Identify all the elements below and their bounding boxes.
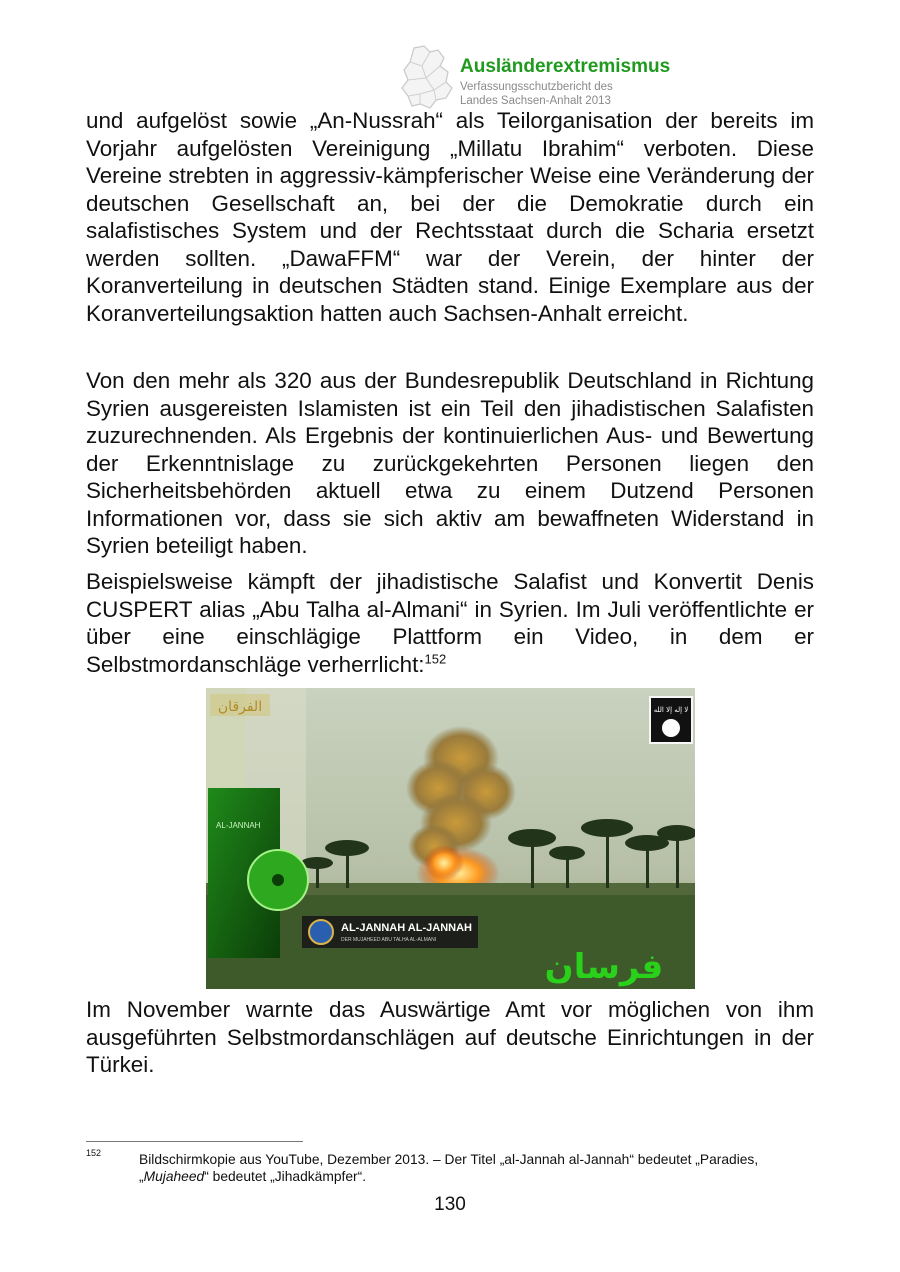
video-screenshot-image xyxy=(206,688,695,989)
paragraph-4: Im November warnte das Auswärtige Amt vor möglichen von ihm ausgeführten Selbstmordanschlägen auf deutsche Einrichtungen in der Türkei. xyxy=(86,997,814,1077)
page-header xyxy=(400,44,760,114)
footnote-number: 152 xyxy=(86,1148,102,1158)
paragraph-1: und aufgelöst sowie „An-Nussrah“ als Teilorganisation der bereits im Vorjahr aufgelösten Vereinigung „Millatu Ibrahim“ verboten. Diese Vereine strebten in aggressiv-kämpferischer Weise eine Veränderung der deutschen Gesellschaft an, bei der die Demokratie durch ein salafistisches System und der Rechtsstaat durch die Scharia ersetzt werden sollten. „DawaFFM“ war der Verein, der hinter der Koranverteilung in deutschen Städten stand. Einige Exemplare aus der Koranverteilungsaktion hatten auch Sachsen-Anhalt erreicht. xyxy=(86,108,814,326)
flag-text: لا إله إلا الله xyxy=(653,706,689,714)
header-title: Ausländerextremismus xyxy=(460,56,671,77)
paragraph-2: Von den mehr als 320 aus der Bundesrepublik Deutschland in Richtung Syrien ausgereisten Islamisten ist ein Teil den jihadistischen Salafisten zuzurechnenden. Als Ergebnis der kontinuierlichen Aus- und Bewertung der Erkenntnislage zu zurückgekehrten Personen liegen den Sicherheitsbehörden aktuell etwa zu einem Dutzend Personen Informationen vor, dass sie sich aktiv am bewaffneten Widerstand in Syrien beteiligt haben. xyxy=(86,368,814,558)
footnote-italic-term: Mujaheed xyxy=(143,1169,205,1184)
green-calligraphy: فرسان xyxy=(544,947,664,987)
paragraph-3 xyxy=(86,568,814,678)
header-subtitle-line2: Landes Sachsen-Anhalt 2013 xyxy=(460,95,611,107)
page-number: 130 xyxy=(434,1194,466,1215)
saxony-anhalt-map-icon xyxy=(400,44,454,110)
top-calligraphy: الفرقان xyxy=(217,699,263,715)
banner-emblem xyxy=(309,920,333,944)
paragraph-3-text: Beispielsweise kämpft der jihadistische Salafist und Konvertit Denis CUSPERT alias „Abu Talha al-Almani“ in Syrien. Im Juli veröffentlichte er über eine einschlägige Plattform ein Video, in dem er Selbstmordanschläge verherrlicht: xyxy=(86,569,814,677)
header-subtitle xyxy=(460,80,613,108)
footnote-text xyxy=(139,1151,779,1185)
footnote-separator xyxy=(86,1141,303,1142)
footnote-reference: 152 xyxy=(424,651,447,667)
video-screenshot-figure xyxy=(206,688,695,989)
banner-subtitle: DER MUJAHEED ABU TALHA AL-ALMANI xyxy=(341,937,437,943)
footnote-text-part2: “ bedeutet „Jihadkämpfer“. xyxy=(204,1169,367,1184)
footnote-text-part1: Bildschirmkopie aus YouTube, Dezember 2013. – Der Titel „al-Jannah al-Jannah“ bedeutet „Paradies, „ xyxy=(139,1152,759,1184)
header-subtitle-line1: Verfassungsschutzbericht des xyxy=(460,81,613,93)
dvd-label: AL-JANNAH xyxy=(216,821,261,830)
banner-title: AL-JANNAH AL-JANNAH xyxy=(341,922,472,934)
